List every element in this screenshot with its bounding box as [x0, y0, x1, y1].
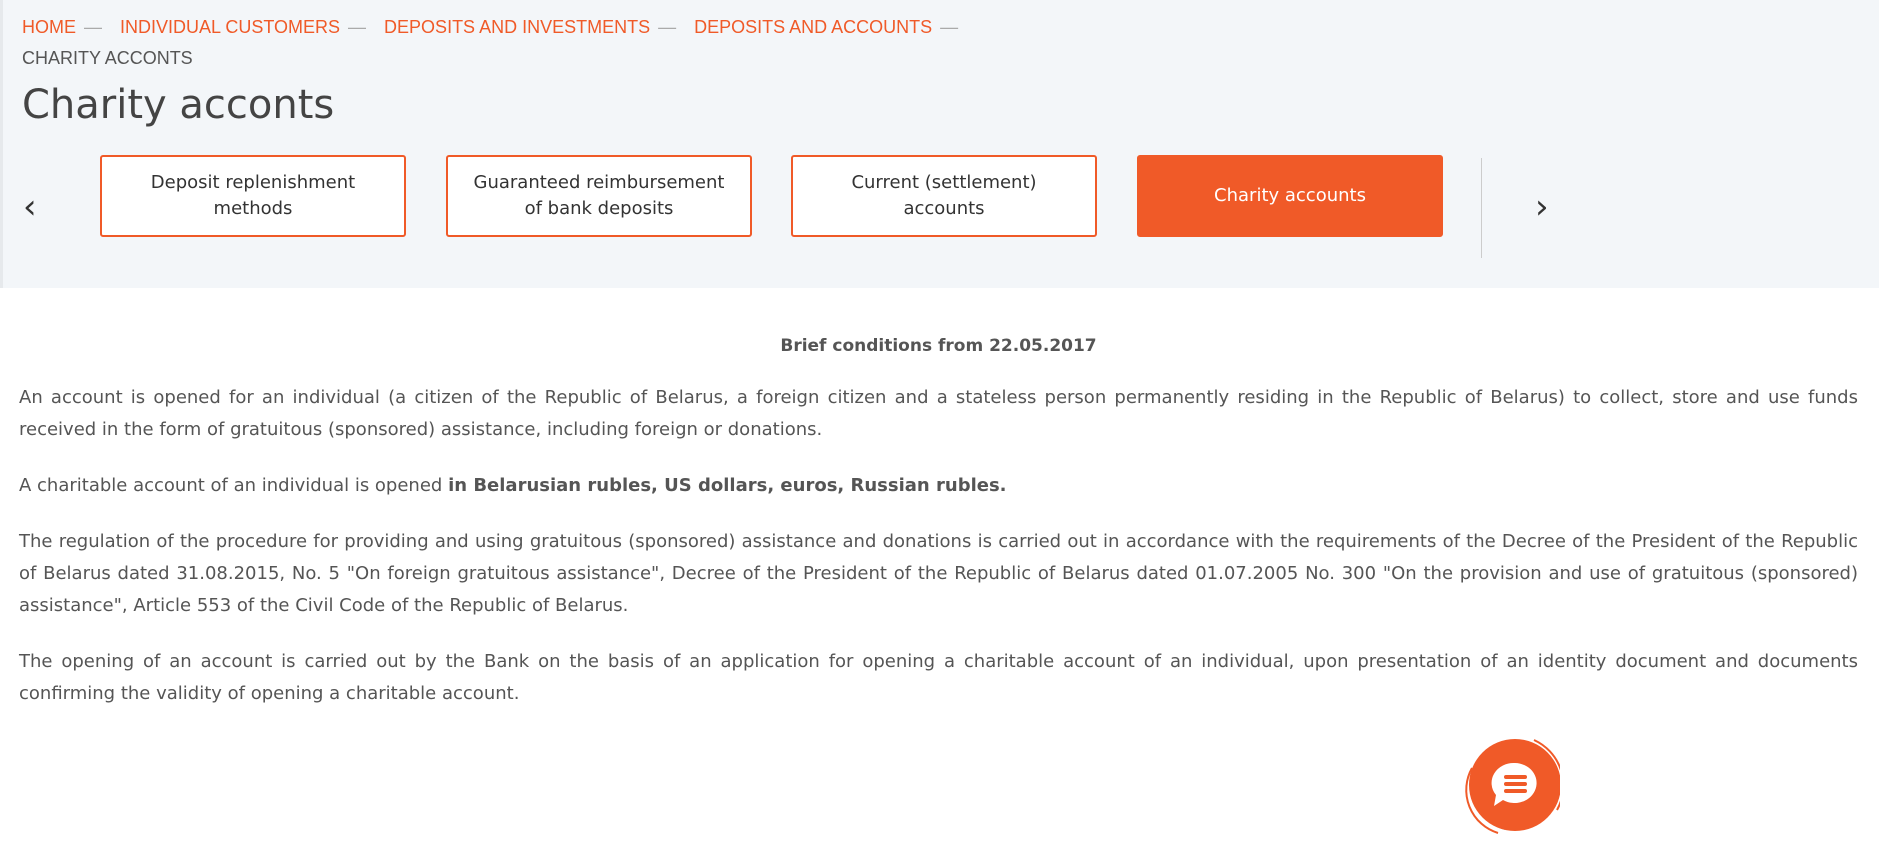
- breadcrumb-current: CHARITY ACCONTS: [22, 48, 193, 68]
- tab-charity-accounts[interactable]: Charity accounts: [1137, 155, 1443, 237]
- page-title: Charity acconts: [22, 82, 335, 128]
- chevron-right-icon[interactable]: ›: [1535, 187, 1549, 227]
- breadcrumb-individual-customers[interactable]: INDIVIDUAL CUSTOMERS: [120, 17, 341, 37]
- breadcrumb-separator: —: [348, 17, 367, 37]
- paragraph: The regulation of the procedure for providing and using gratuitous (sponsored) assistance and donations is carried out in accordance with the requirements of the Decree of the President of the Republic of Belarus dated 31.08.2015, No. 5 "On foreign gratuitous assistance", Decree of the President of the Republic of Belarus dated 01.07.2005 No. 300 "On the provision and use of gratuitous (sponsored) assistance", Article 553 of the Civil Code of the Republic of Belarus.: [19, 531, 1858, 616]
- divider: [1481, 158, 1482, 258]
- paragraph-text: A charitable account of an individual is opened: [19, 475, 449, 496]
- breadcrumb-separator: —: [940, 17, 959, 37]
- tab-deposit-replenishment[interactable]: Deposit replenishment methods: [100, 155, 406, 237]
- chat-icon: [1460, 738, 1560, 838]
- breadcrumb: [22, 12, 1022, 74]
- chat-button[interactable]: [1460, 738, 1560, 838]
- tab-current-accounts[interactable]: Current (settlement) accounts: [791, 155, 1097, 237]
- currencies-text: in Belarusian rubles, US dollars, euros, Russian rubles.: [448, 475, 1007, 496]
- main-content: [19, 330, 1858, 734]
- chevron-left-icon[interactable]: ‹: [23, 187, 37, 227]
- breadcrumb-home[interactable]: HOME: [22, 17, 76, 37]
- tab-guaranteed-reimbursement[interactable]: Guaranteed reimbursement of bank deposits: [446, 155, 752, 237]
- header-section: [0, 0, 1879, 288]
- breadcrumb-deposits-accounts[interactable]: DEPOSITS AND ACCOUNTS: [694, 17, 933, 37]
- conditions-heading: Brief conditions from 22.05.2017: [780, 336, 1097, 356]
- breadcrumb-separator: —: [84, 17, 102, 37]
- paragraph: [19, 470, 1858, 502]
- breadcrumb-deposits-investments[interactable]: DEPOSITS AND INVESTMENTS: [384, 17, 651, 37]
- breadcrumb-separator: —: [658, 17, 677, 37]
- paragraph: An account is opened for an individual (a citizen of the Republic of Belarus, a foreign citizen and a stateless person permanently residing in the Republic of Belarus) to collect, store and use funds received in the form of gratuitous (sponsored) assistance, including foreign or donations.: [19, 387, 1858, 440]
- paragraph: The opening of an account is carried out by the Bank on the basis of an application for opening a charitable account of an individual, upon presentation of an identity document and documents confirming the validity of opening a charitable account.: [19, 651, 1858, 704]
